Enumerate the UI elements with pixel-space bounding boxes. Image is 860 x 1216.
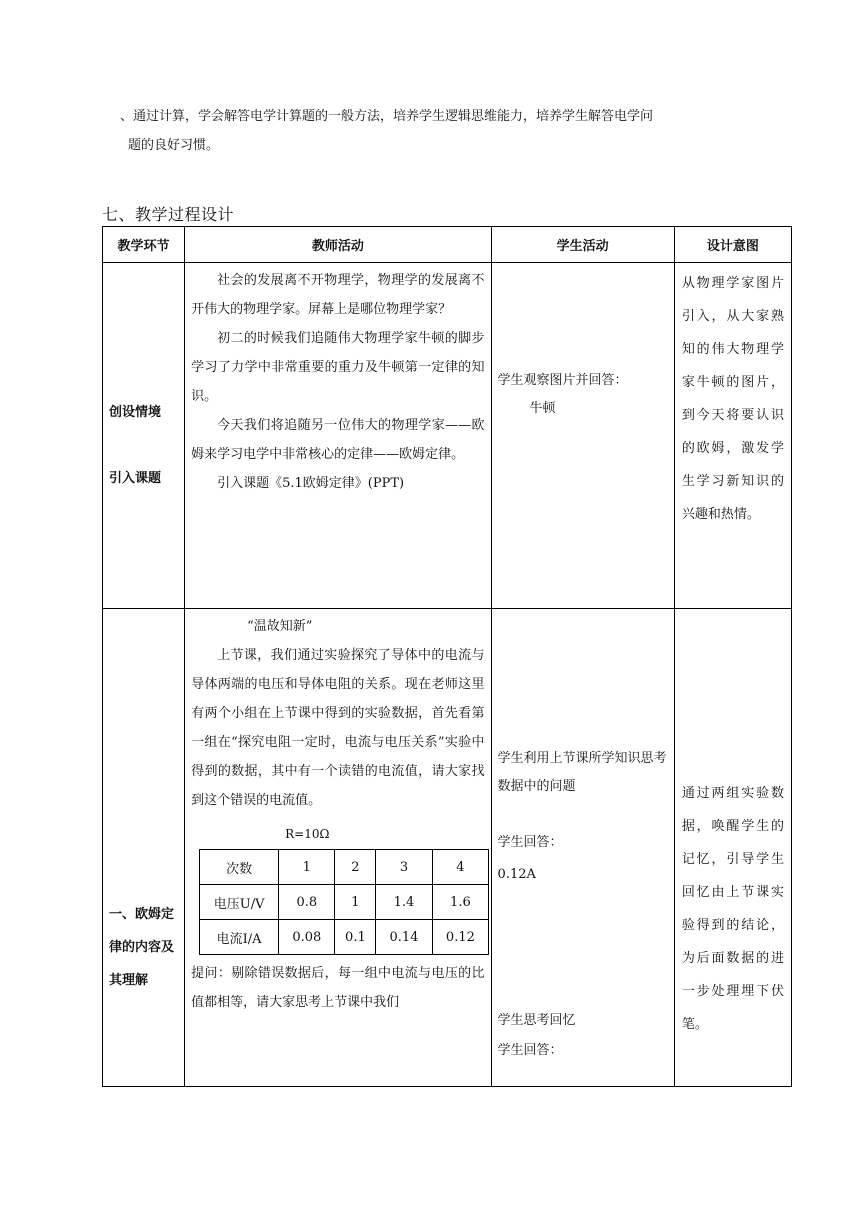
teacher-question: 提问：剔除错误数据后，每一组中电流与电压的比值都相等，请大家思考上节课中我们 bbox=[191, 966, 485, 1010]
voltage-cell: 1.4 bbox=[376, 885, 432, 920]
intro-line-2: 题的良好习惯。 bbox=[128, 138, 220, 153]
count-cell: 4 bbox=[432, 850, 488, 885]
section-label-line2: 引入课题 bbox=[109, 471, 162, 486]
table-header-row bbox=[103, 227, 792, 263]
current-cell: 0.08 bbox=[279, 920, 335, 955]
table-row bbox=[200, 920, 489, 955]
voltage-header: 电压U/V bbox=[200, 885, 279, 920]
section-label-line1: 创设情境 bbox=[109, 405, 162, 420]
teacher-activity-cell bbox=[185, 263, 491, 609]
section-label: 一、欧姆定律的内容及其理解 bbox=[109, 907, 175, 988]
student-text: 学生回答： bbox=[497, 1043, 563, 1058]
section-cell-ohm bbox=[103, 609, 185, 1087]
teacher-activity-cell bbox=[185, 609, 491, 1087]
section-title: 七、教学过程设计 bbox=[102, 205, 235, 224]
header-section: 教学环节 bbox=[103, 227, 185, 263]
count-cell: 1 bbox=[279, 850, 335, 885]
intro-text bbox=[120, 102, 780, 160]
teacher-paragraph: 初二的时候我们追随伟大物理学家牛顿的脚步学习了力学中非常重要的重力及牛顿第一定律的知识。 bbox=[191, 331, 485, 404]
voltage-cell: 1 bbox=[335, 885, 376, 920]
resistance-label: R=10Ω bbox=[285, 827, 330, 841]
table-row bbox=[200, 885, 489, 920]
student-text: 学生观察图片并回答： bbox=[497, 373, 628, 388]
count-header: 次数 bbox=[200, 850, 279, 885]
teacher-paragraph: 社会的发展离不开物理学，物理学的发展离不开伟大的物理学家。屏幕上是哪位物理学家？ bbox=[191, 273, 485, 317]
experiment-data-table bbox=[199, 849, 489, 955]
student-text: 牛顿 bbox=[529, 401, 556, 416]
design-intent-cell bbox=[674, 263, 791, 609]
current-cell: 0.1 bbox=[335, 920, 376, 955]
current-cell: 0.14 bbox=[376, 920, 432, 955]
voltage-cell: 0.8 bbox=[279, 885, 335, 920]
teacher-paragraph: 上节课，我们通过实验探究了导体中的电流与导体两端的电压和导体电阻的关系。现在老师这里有两个小组在上节课中得到的实验数据，首先看第一组在“探究电阻一定时，电流与电压关系”实验中得到的数据，其中有一个读错的电流值，请大家找到这个错误的电流值。 bbox=[191, 648, 485, 808]
design-intent-text: 从物理学家图片引入，从大家熟知的伟大物理学家牛顿的图片，到今天将要认识的欧姆，激发学生学习新知识的兴趣和热情。 bbox=[681, 276, 784, 522]
section-cell-intro bbox=[103, 263, 185, 609]
header-intent: 设计意图 bbox=[674, 227, 791, 263]
student-text: 学生思考回忆 bbox=[497, 1013, 576, 1028]
teacher-paragraph: 引入课题《5.1欧姆定律》(PPT) bbox=[217, 476, 405, 491]
teacher-heading: “温故知新” bbox=[247, 619, 313, 634]
count-cell: 2 bbox=[335, 850, 376, 885]
teaching-process-table bbox=[102, 226, 792, 1087]
table-row bbox=[200, 850, 489, 885]
table-row bbox=[103, 263, 792, 609]
voltage-cell: 1.6 bbox=[432, 885, 488, 920]
count-cell: 3 bbox=[376, 850, 432, 885]
student-text: 0.12A bbox=[497, 867, 536, 882]
header-student: 学生活动 bbox=[491, 227, 674, 263]
design-intent-text: 通过两组实验数据，唤醒学生的记忆，引导学生回忆由上节课实验得到的结论，为后面数据的进一步处理埋下伏笔。 bbox=[681, 786, 784, 1032]
student-activity-cell bbox=[491, 609, 674, 1087]
student-text: 学生回答： bbox=[497, 835, 563, 850]
teacher-paragraph: 今天我们将追随另一位伟大的物理学家——欧姆来学习电学中非常核心的定律——欧姆定律。 bbox=[191, 418, 485, 462]
current-cell: 0.12 bbox=[432, 920, 488, 955]
design-intent-cell bbox=[674, 609, 791, 1087]
student-activity-cell bbox=[491, 263, 674, 609]
current-header: 电流I/A bbox=[200, 920, 279, 955]
student-text: 学生利用上节课所学知识思考数据中的问题 bbox=[497, 751, 667, 794]
intro-line-1: 、通过计算，学会解答电学计算题的一般方法，培养学生逻辑思维能力，培养学生解答电学问 bbox=[120, 109, 654, 124]
table-row bbox=[103, 609, 792, 1087]
header-teacher: 教师活动 bbox=[185, 227, 491, 263]
